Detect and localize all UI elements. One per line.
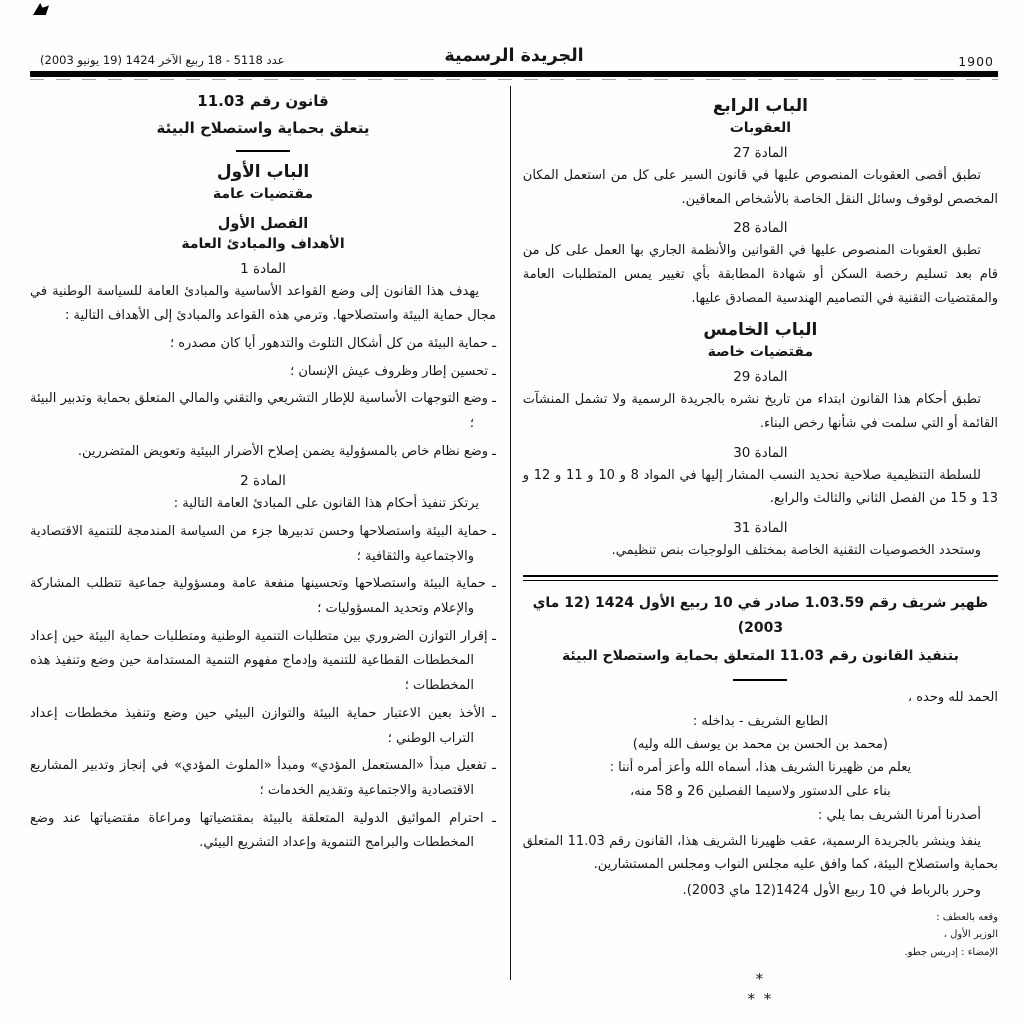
issue-info: عدد 5118 - 18 ربيع الآخر 1424 (19 يونيو 2003) — [40, 53, 285, 67]
chapter1-subtitle: الأهداف والمبادئ العامة — [181, 235, 345, 252]
section-separator-rule — [523, 575, 998, 581]
article-30-text: للسلطة التنظيمية صلاحية تحديد النسب المشار إليها في المواد 8 و 10 و 11 و 12 و 13 و 15 من الفصل الثاني والثالث والرابع. — [522, 467, 998, 507]
part4-title: الباب الرابع — [712, 96, 808, 116]
countersign-label: وقعه بالعطف : — [936, 911, 998, 923]
penalties-column — [522, 86, 998, 1009]
star-row-top: * — [755, 970, 766, 989]
column-divider-rule — [510, 86, 511, 980]
dahir-title-rule — [733, 679, 787, 681]
article-1-clause: ـ تحسين إطار وظروف عيش الإنسان ؛ — [290, 363, 496, 379]
royal-seal-name: (محمد بن الحسن بن محمد بن يوسف الله وليه) — [632, 736, 889, 752]
article-31-label: المادة 31 — [733, 519, 788, 536]
article-28-text: تطبق العقوبات المنصوص عليها في القوانين والأنظمة الجاري بها العمل على كل من قام بعد تسليم رخصة السكن أو شهادة المطابقة بأي تغيير يمس المتطلبات العامة والمقتضيات التقنية في التصاميم الهندسية المصادق عليها. — [522, 243, 998, 306]
title-rule — [236, 150, 290, 152]
article-2-clause: ـ احترام المواثيق الدولية المتعلقة بالبيئة بمقتضياتها ومراعاة مقتضياتها عند وضع المخططات والبرامج التنموية وإعداد التشريع البيئي. — [30, 810, 496, 851]
article-2-clause: ـ حماية البيئة واستصلاحها وتحسينها منفعة عامة ومسؤولية جماعية تتطلب المشاركة والإعلام وتحديد المسؤوليات ؛ — [30, 576, 496, 617]
article-30-label: المادة 30 — [733, 444, 788, 461]
royal-seal-line: الطابع الشريف - بداخله : — [692, 713, 828, 729]
end-of-text-stars — [523, 969, 998, 1010]
article-2-clause: ـ الأخذ بعين الاعتبار حماية البيئة والتوازن البيئي حين وضع وتنفيذ مخططات إعداد التراب الوطني ؛ — [30, 705, 496, 746]
article-2-intro: يرتكز تنفيذ أحكام هذا القانون على المبادئ العامة التالية : — [173, 496, 479, 512]
article-1-intro: يهدف هذا القانون إلى وضع القواعد الأساسية والمبادئ العامة للسياسة الوطنية في مجال حماية البيئة واستصلاحها. وترمي هذه القواعد والمبادئ إلى الأهداف التالية : — [30, 283, 496, 324]
gazette-title: الجريدة الرسمية — [444, 46, 584, 66]
part5-title: الباب الخامس — [703, 320, 818, 341]
part1-subtitle: مقتضيات عامة — [212, 185, 314, 202]
dahir-title-line1: ظهير شريف رقم 1.03.59 صادر في 10 ربيع الأول 1424 (12 ماي 2003) — [532, 594, 989, 637]
dahir-title-line2: بتنفيذ القانون رقم 11.03 المتعلق بحماية واستصلاح البيئة — [561, 648, 959, 665]
article-27-text: تطبق أقصى العقوبات المنصوص عليها في قانون السير على كل من استعمل المكان المخصص لوقوف وسائل النقل الخاصة بالأشخاص المعاقين. — [522, 168, 998, 207]
part1-title: الباب الأول — [216, 161, 310, 182]
order-intro: أصدرنا أمرنا الشريف بما يلي : — [818, 808, 981, 824]
scan-artifact-mark — [33, 3, 49, 15]
article-2-clause: ـ حماية البيئة واستصلاحها وحسن تدبيرها جزء من السياسة المندمجة للتنمية الاقتصادية والاجتماعية والثقافية ؛ — [30, 524, 496, 564]
chapter1-title: الفصل الأول — [217, 215, 309, 232]
article-1-label: المادة 1 — [240, 260, 286, 277]
law-column — [30, 86, 496, 980]
article-29-text: تطبق أحكام هذا القانون ابتداء من تاريخ نشره بالجريدة الرسمية ولا تشمل المنشآت القائمة أو التي سلمت في شأنها رخص البناء. — [522, 392, 998, 431]
article-1-clause: ـ وضع التوجهات الأساسية للإطار التشريعي والتقني والمالي المتعلق بحماية وتدبير البيئة ؛ — [30, 391, 496, 431]
article-2-clause: ـ تفعيل مبدأ «المستعمل المؤدي» ومبدأ «الملوث المؤدي» في إنجاز وتدبير المشاريع الاقتصادية والاجتماعية وتقديم الخدمات ؛ — [30, 758, 496, 798]
article-2-label: المادة 2 — [240, 473, 286, 490]
article-1-clause: ـ حماية البيئة من كل أشكال التلوث والتدهور أيا كان مصدره ؛ — [169, 335, 496, 351]
masthead — [32, 46, 996, 70]
constitution-line: بناء على الدستور ولاسيما الفصلين 26 و 58 منه، — [630, 783, 891, 799]
page-number: 1900 — [958, 54, 994, 69]
countersign-name: الإمضاء : إدريس جطو. — [904, 946, 998, 958]
star-row-bottom: * * — [747, 990, 774, 1009]
article-1-clause: ـ وضع نظام خاص بالمسؤولية يضمن إصلاح الأضرار البيئية وتعويض المتضررين. — [77, 443, 496, 459]
date-line: وحرر بالرباط في 10 ربيع الأول 1424(12 ماي 2003). — [682, 883, 981, 898]
proclamation-line: يعلم من ظهيرنا الشريف هذا، أسماه الله وأعز أمره أننا : — [609, 760, 912, 776]
article-27-label: المادة 27 — [733, 145, 788, 161]
part5-subtitle: مقتضيات خاصة — [707, 344, 814, 361]
article-28-label: المادة 28 — [733, 220, 788, 237]
countersign-title: الوزير الأول ، — [943, 929, 998, 941]
law-subject-title: يتعلق بحماية واستصلاح البيئة — [156, 119, 370, 138]
part4-subtitle: العقوبات — [729, 120, 792, 136]
basmala-line: الحمد لله وحده ، — [907, 690, 998, 706]
article-2-clause: ـ إقرار التوازن الضروري بين متطلبات التنمية الوطنية ومتطلبات حماية البيئة حين إعداد المخططات القطاعية للتنمية وإدماج مفهوم التنمية المستدامة حين وضع وتنفيذ هذه المخططات ؛ — [30, 628, 496, 694]
header-rule — [30, 71, 998, 77]
article-29-label: المادة 29 — [733, 369, 788, 386]
order-text: ينفذ وينشر بالجريدة الرسمية، عقب ظهيرنا الشريف هذا، القانون رقم 11.03 المتعلق بحماية واستصلاح البيئة، كما وافق عليه مجلس النواب ومجلس المستشارين. — [522, 833, 998, 873]
law-number-title: قانون رقم 11.03 — [197, 92, 329, 110]
countersignature-block — [822, 909, 998, 962]
two-column-layout — [30, 86, 998, 1009]
article-31-text: وستحدد الخصوصيات التقنية الخاصة بمختلف الولوجيات بنص تنظيمي. — [611, 542, 981, 558]
